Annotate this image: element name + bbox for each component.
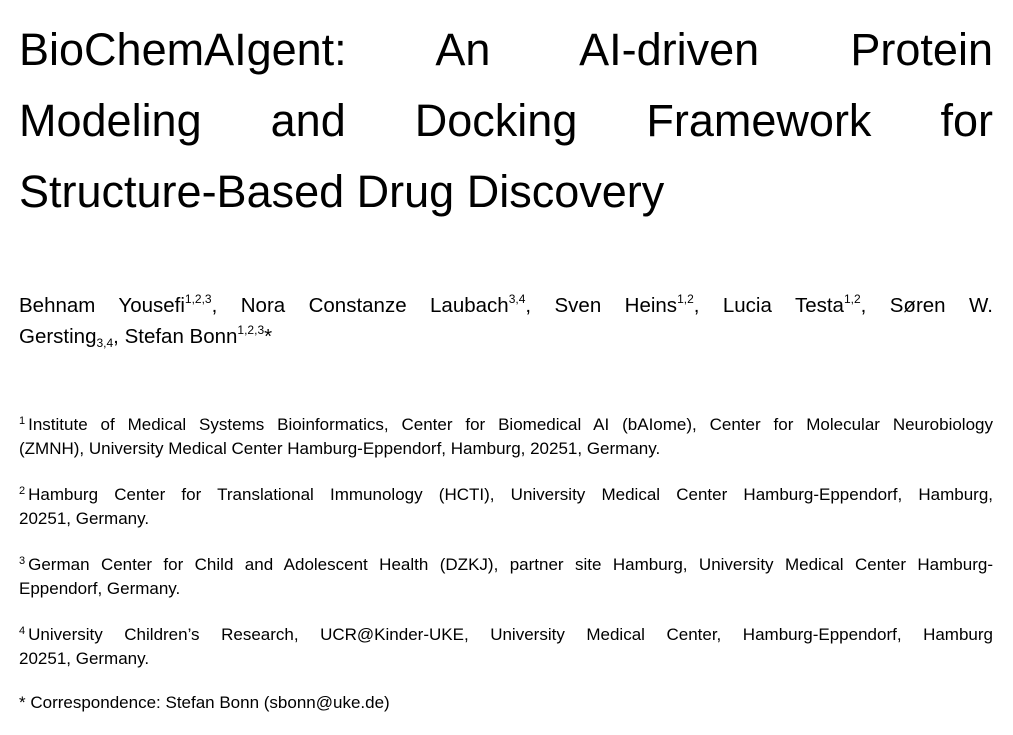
affiliation-text: Hamburg Center for Translational Immunology (HCTI), University Medical Center Hamburg-Eppendorf, Hamburg, [28, 485, 993, 504]
title-line-2: Modeling and Docking Framework for [19, 95, 993, 146]
author-line-1 [19, 290, 993, 321]
affiliation-item [19, 553, 993, 601]
author-separator: * [264, 325, 273, 348]
affiliation-list [19, 413, 993, 671]
affiliation-item [19, 483, 993, 531]
author-affiliation-marker: 3,4 [508, 292, 526, 306]
title-line-1: BioChemAIgent: An AI-driven Protein [19, 24, 993, 75]
affiliation-line: Eppendorf, Germany. [19, 579, 181, 598]
author-affiliation-marker: 1,2,3 [184, 292, 212, 306]
author-name: Lucia Testa [722, 294, 844, 317]
affiliation-line [19, 483, 993, 507]
affiliation-line: (ZMNH), University Medical Center Hamburg-Eppendorf, Hamburg, 20251, Germany. [19, 439, 661, 458]
author-affiliation-marker: 3,4 [96, 336, 114, 350]
author-separator: , [693, 294, 723, 317]
paper-title [19, 14, 993, 227]
author-affiliation-marker: 1,2 [843, 292, 861, 306]
affiliation-line: 20251, Germany. [19, 649, 150, 668]
affiliation-text: University Children’s Research, UCR@Kinder-UKE, University Medical Center, Hamburg-Eppendorf, Hamburg [28, 625, 993, 644]
author-separator: , [113, 325, 125, 348]
author-separator: , [860, 294, 890, 317]
author-affiliation-marker: 1,2 [677, 292, 694, 306]
author-name: Sven Heins [554, 294, 678, 317]
author-name: Stefan Bonn [124, 325, 238, 348]
author-name: Behnam Yousefi [19, 294, 185, 317]
affiliation-number: 4 [19, 625, 26, 637]
author-name-part: Søren W. [889, 294, 993, 317]
affiliation-number: 2 [19, 485, 26, 497]
author-separator: , [211, 294, 241, 317]
author-line-2 [19, 321, 993, 352]
affiliation-item [19, 413, 993, 461]
author-name: Nora Constanze Laubach [240, 294, 509, 317]
affiliation-line [19, 553, 993, 577]
author-affiliation-marker: 1,2,3 [237, 323, 265, 337]
affiliation-line [19, 413, 993, 437]
affiliation-line [19, 623, 993, 647]
author-list [19, 290, 993, 352]
paper-title-page [19, 14, 993, 715]
author-separator: , [525, 294, 555, 317]
affiliation-text: Institute of Medical Systems Bioinformatics, Center for Biomedical AI (bAIome), Center for Molecular Neurobiology [28, 415, 993, 434]
affiliation-item [19, 623, 993, 671]
author-name-part: Gersting [19, 325, 97, 348]
affiliation-line: 20251, Germany. [19, 509, 150, 528]
affiliation-number: 3 [19, 555, 26, 567]
affiliation-number: 1 [19, 415, 26, 427]
correspondence-note: * Correspondence: Stefan Bonn (sbonn@uke.de) [19, 693, 390, 712]
affiliation-text: German Center for Child and Adolescent Health (DZKJ), partner site Hamburg, University Medical Center Hamburg- [28, 555, 993, 574]
title-line-3: Structure-Based Drug Discovery [19, 166, 665, 217]
